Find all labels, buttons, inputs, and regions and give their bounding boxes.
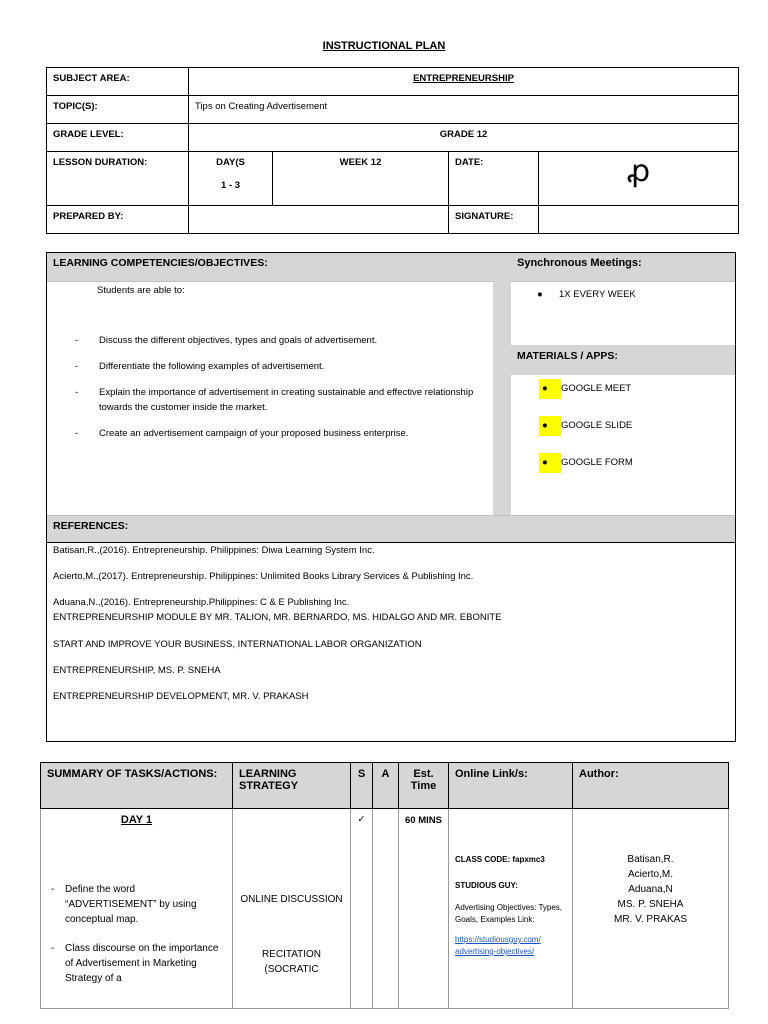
days-cell (189, 152, 273, 206)
materials-header (511, 345, 735, 375)
check-icon: ✓ (357, 814, 366, 825)
bullet-icon: ● (539, 379, 561, 399)
reference-item: Acierto,M.,(2017). Entrepreneurship. Philippines: Unlimited Books Library Services & Publishing Inc. (53, 571, 474, 582)
link-description: Advertising Objectives: Types, Goals, Examples Link: (455, 903, 563, 924)
tasks-cell (41, 809, 233, 1009)
tasks-list (47, 882, 226, 986)
col-author-header: Author: (573, 763, 729, 809)
author-item: Aduana,N (628, 884, 673, 895)
reference-item: ENTREPRENEURSHIP MODULE BY MR. TALION, MR. BERNARDO, MS. HIDALGO AND MR. EBONITE (53, 612, 502, 623)
reference-item: ENTREPRENEURSHIP, MS. P. SNEHA (53, 665, 221, 676)
grade-level-label: GRADE LEVEL: (47, 124, 189, 152)
prepared-by-value (189, 206, 449, 234)
col-a-header: A (373, 763, 399, 809)
references-header (47, 515, 735, 543)
days-value: 1 - 3 (220, 180, 240, 191)
objectives-body (47, 281, 493, 515)
bullet-icon: ● (537, 289, 543, 300)
col-tasks-header: SUMMARY OF TASKS/ACTIONS: (41, 763, 233, 809)
objectives-intro: Students are able to: (97, 285, 185, 296)
meetings-materials-column (511, 281, 735, 515)
subject-area-label: SUBJECT AREA: (47, 68, 189, 96)
author-cell (573, 809, 729, 1009)
reference-item: Batisan,R.,(2016). Entrepreneurship. Philippines: Diwa Learning System Inc. (53, 545, 375, 556)
synchronous-heading: Synchronous Meetings: (517, 257, 642, 269)
strategy-item: RECITATION (SOCRATIC (261, 949, 322, 975)
material-item (539, 379, 631, 399)
material-item-label: GOOGLE FORM (561, 457, 633, 468)
column-divider (493, 281, 511, 515)
bullet-icon: ● (539, 416, 561, 436)
prepared-by-label: PREPARED BY: (47, 206, 189, 234)
date-value (539, 152, 739, 206)
author-item: MR. V. PRAKAS (614, 914, 687, 925)
col-links-header: Online Link/s: (449, 763, 573, 809)
objectives-header (47, 253, 735, 282)
synchronous-value (537, 289, 636, 300)
handwritten-signature-mark: ꝓ (626, 154, 651, 189)
header-table (46, 67, 739, 234)
material-item (539, 453, 633, 473)
author-item: MS. P. SNEHA (617, 899, 684, 910)
synchronous-text: 1X EVERY WEEK (559, 289, 636, 300)
objectives-list (71, 333, 481, 452)
objectives-heading: LEARNING COMPETENCIES/OBJECTIVES: (53, 257, 268, 269)
date-label: DATE: (449, 152, 539, 206)
references-heading: REFERENCES: (53, 520, 129, 532)
time-cell: 60 MINS (399, 809, 449, 1009)
material-item (539, 416, 632, 436)
reference-item: START AND IMPROVE YOUR BUSINESS, INTERNATIONAL LABOR ORGANIZATION (53, 639, 422, 650)
s-cell (351, 809, 373, 1009)
bullet-icon: ● (539, 453, 561, 473)
advertising-objectives-link[interactable]: https://studiousguy.com/ advertising-objectives/ (455, 935, 541, 956)
author-item: Acierto,M. (627, 869, 673, 880)
task-item: - Class discourse on the importance of Advertisement in Marketing Strategy of a (47, 941, 226, 986)
col-strategy-header: LEARNING STRATEGY (233, 763, 351, 809)
task-item: - Define the word “ADVERTISEMENT” by using conceptual map. (47, 882, 226, 927)
col-s-header: S (351, 763, 373, 809)
signature-value (539, 206, 739, 234)
lesson-duration-label: LESSON DURATION: (47, 152, 189, 206)
col-time-header: Est. Time (399, 763, 449, 809)
class-code: CLASS CODE: fapxmc3 (455, 855, 545, 864)
document-title: INSTRUCTIONAL PLAN (322, 40, 446, 52)
materials-heading: MATERIALS / APPS: (517, 350, 618, 362)
studious-guy-label: STUDIOUS GUY: (455, 881, 518, 890)
day-label: DAY 1 (120, 814, 153, 826)
material-item-label: GOOGLE SLIDE (561, 420, 633, 431)
grade-level-value: GRADE 12 (189, 124, 739, 152)
objective-item: - Discuss the different objectives, types and goals of advertisement. (71, 333, 481, 348)
subject-area-value: ENTREPRENEURSHIP (189, 68, 739, 96)
strategy-cell (233, 809, 351, 1009)
reference-item: Aduana,N.,(2016). Entrepreneurship.Philippines: C & E Publishing Inc. (53, 597, 350, 608)
a-cell (373, 809, 399, 1009)
summary-table (40, 762, 729, 1009)
material-item-label: GOOGLE MEET (561, 383, 632, 394)
objective-item: - Create an advertisement campaign of your proposed business enterprise. (71, 426, 481, 441)
strategy-item: ONLINE DISCUSSION (240, 894, 343, 905)
author-item: Batisan,R. (627, 854, 674, 865)
topics-value: Tips on Creating Advertisement (189, 96, 739, 124)
signature-label: SIGNATURE: (449, 206, 539, 234)
links-cell (449, 809, 573, 1009)
objective-item: - Differentiate the following examples of advertisement. (71, 359, 481, 374)
days-label: DAY(S (216, 157, 245, 168)
objectives-box (46, 252, 736, 742)
reference-item: ENTREPRENEURSHIP DEVELOPMENT, MR. V. PRAKASH (53, 691, 309, 702)
objective-item: - Explain the importance of advertisement in creating sustainable and effective relationship towards the customer inside the market. (71, 385, 481, 415)
topics-label: TOPIC(S): (47, 96, 189, 124)
week-value: WEEK 12 (273, 152, 449, 206)
